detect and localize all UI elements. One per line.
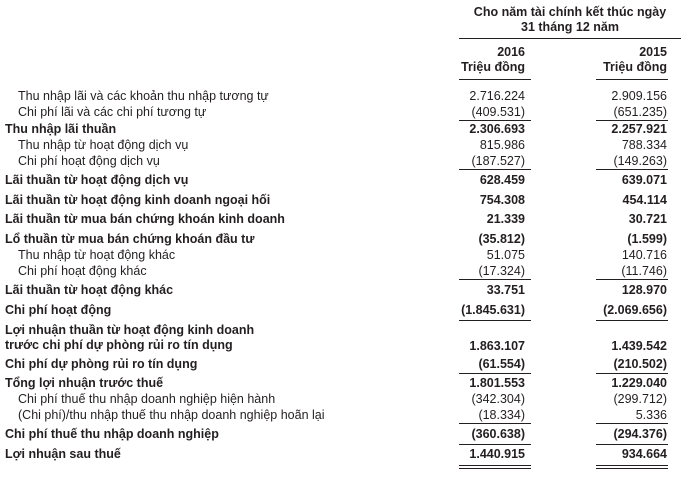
value-2015: 5.336 [635, 408, 667, 422]
period-title [459, 5, 681, 35]
row-label: Chi phí hoạt động [5, 303, 112, 317]
value-2016: (18.334) [478, 408, 525, 422]
row-label: Tổng lợi nhuận trước thuế [5, 376, 164, 390]
value-2015: 454.114 [622, 193, 667, 207]
table-row [0, 231, 681, 248]
row-label: Lãi thuần từ hoạt động khác [5, 283, 174, 297]
table-row [0, 88, 681, 105]
value-2016: 33.751 [486, 283, 525, 297]
value-2016: 2.306.693 [469, 122, 525, 136]
subtotal-underline [459, 279, 531, 280]
column-year: 2015 [639, 45, 667, 59]
subtotal-underline [596, 423, 668, 424]
table-row [0, 302, 681, 319]
value-2015: 934.664 [621, 447, 667, 461]
value-2015: (294.376) [613, 427, 667, 441]
total-double-underline [459, 468, 531, 469]
value-2015: 788.334 [621, 138, 667, 152]
period-line-2: 31 tháng 12 năm [521, 20, 619, 34]
row-label: (Chi phí)/thu nhập thuế thu nhập doanh nghiệp hoãn lại [18, 408, 325, 422]
table-row [0, 321, 681, 355]
value-2016: 1.801.553 [469, 376, 525, 390]
value-2016: (342.304) [471, 392, 525, 406]
subtotal-underline [596, 444, 668, 445]
table-row [0, 211, 681, 228]
value-2016: 2.716.224 [469, 89, 525, 103]
table-row [0, 172, 681, 189]
value-2015: 639.071 [621, 173, 667, 187]
column-unit: Triệu đồng [603, 60, 667, 74]
row-label-line-1: Lợi nhuận thuần từ hoạt động kinh doanh [5, 323, 255, 337]
row-label: Thu nhập lãi và các khoản thu nhập tương tự [18, 89, 269, 103]
value-2015: 140.716 [621, 248, 667, 262]
row-label: Chi phí lãi và các chi phí tương tự [18, 105, 207, 119]
subtotal-underline [596, 169, 668, 170]
row-label: Lãi thuần từ mua bán chứng khoán kinh doanh [5, 212, 285, 226]
value-2015: (11.746) [621, 264, 667, 278]
subtotal-underline [459, 423, 531, 424]
column-header-2016 [425, 45, 525, 75]
value-2015: (2.069.656) [603, 303, 667, 317]
value-2015: 1.229.040 [611, 376, 667, 390]
value-2015: 30.721 [628, 212, 667, 226]
table-row [0, 446, 681, 463]
total-double-underline [596, 465, 668, 466]
value-2016: 815.986 [479, 138, 525, 152]
table-row [0, 375, 681, 392]
row-label: Thu nhập từ hoạt động dịch vụ [18, 138, 189, 152]
table-row [0, 426, 681, 443]
table-row [0, 391, 681, 408]
table-row [0, 137, 681, 154]
table-row [0, 247, 681, 264]
value-2015: (651.235) [613, 105, 667, 119]
subtotal-underline [459, 373, 531, 374]
table-row [0, 121, 681, 138]
value-2016: (187.527) [471, 154, 525, 168]
value-2015: 1.439.542 [611, 339, 667, 353]
row-label: Chi phí thuế thu nhập doanh nghiệp hiện hành [18, 392, 276, 406]
period-line-1: Cho năm tài chính kết thúc ngày [473, 5, 667, 19]
value-2016: (1.845.631) [461, 303, 525, 317]
total-double-underline [596, 468, 668, 469]
table-row [0, 153, 681, 170]
subtotal-underline [459, 444, 531, 445]
value-2016: 628.459 [479, 173, 525, 187]
table-row [0, 192, 681, 209]
value-2015: (299.712) [613, 392, 667, 406]
value-2016: (360.638) [471, 427, 525, 441]
row-label: Lợi nhuận sau thuế [5, 447, 121, 461]
row-label [5, 323, 254, 353]
subtotal-underline [596, 279, 668, 280]
value-2016: 1.440.915 [469, 447, 525, 461]
value-2015: (210.502) [613, 357, 667, 371]
row-label: Lổ thuần từ mua bán chứng khoán đầu tư [5, 232, 255, 246]
column-year: 2016 [497, 45, 525, 59]
table-row [0, 407, 681, 424]
row-label-line-2: trước chi phí dự phòng rủi ro tín dụng [5, 338, 233, 352]
row-label: Thu nhập lãi thuần [5, 122, 117, 136]
value-2016: 21.339 [486, 212, 525, 226]
subtotal-underline [459, 169, 531, 170]
table-row [0, 282, 681, 299]
table-row [0, 356, 681, 373]
column-header-2015 [567, 45, 667, 75]
row-label: Chi phí thuế thu nhập doanh nghiệp [5, 427, 219, 441]
column-unit: Triệu đồng [461, 60, 525, 74]
row-label: Chi phí hoạt động dịch vụ [18, 154, 160, 168]
value-2016: (409.531) [471, 105, 525, 119]
row-label: Lãi thuần từ hoạt động dịch vụ [5, 173, 189, 187]
row-label: Thu nhập từ hoạt động khác [18, 248, 176, 262]
value-2016: 1.863.107 [469, 339, 525, 353]
value-2015: (149.263) [613, 154, 667, 168]
table-row [0, 263, 681, 280]
value-2016: (17.324) [478, 264, 525, 278]
table-row [0, 104, 681, 121]
row-label: Lãi thuần từ hoạt động kinh doanh ngoại hối [5, 193, 271, 207]
column-underline-2015 [596, 79, 668, 80]
value-2015: 128.970 [621, 283, 667, 297]
value-2015: 2.257.921 [611, 122, 667, 136]
value-2016: 754.308 [479, 193, 525, 207]
value-2015: (1.599) [627, 232, 667, 246]
row-label: Chi phí hoạt động khác [18, 264, 147, 278]
total-double-underline [459, 465, 531, 466]
value-2016: (35.812) [478, 232, 525, 246]
row-label: Chi phí dự phòng rủi ro tín dụng [5, 357, 198, 371]
value-2016: (61.554) [478, 357, 525, 371]
column-underline-2016 [459, 79, 531, 80]
value-2015: 2.909.156 [611, 89, 667, 103]
value-2016: 51.075 [486, 248, 525, 262]
period-underline [459, 38, 681, 39]
subtotal-underline [596, 373, 668, 374]
